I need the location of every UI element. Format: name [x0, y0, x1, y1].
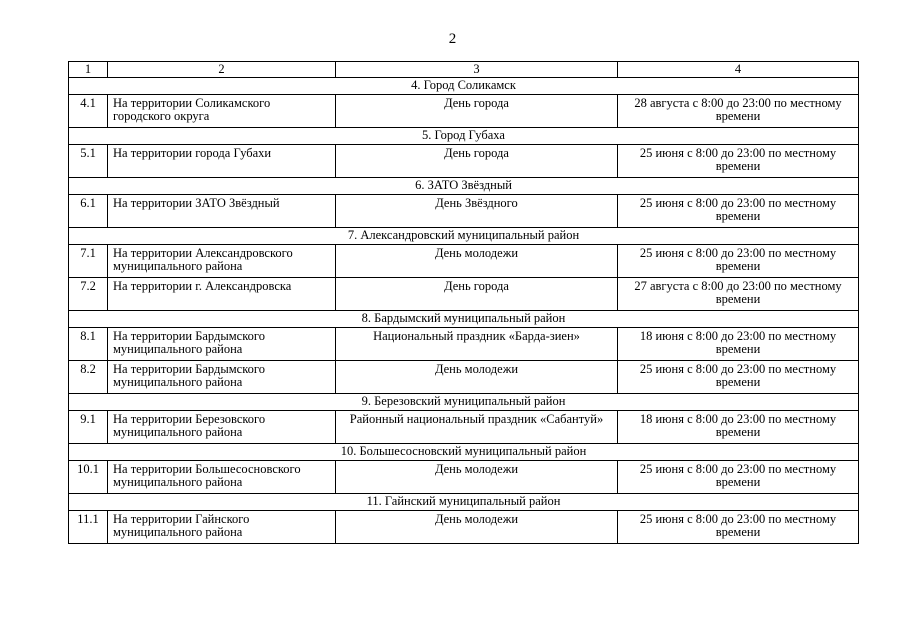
event-cell: День города [336, 145, 618, 178]
time-cell: 28 августа с 8:00 до 23:00 по местному времени [618, 95, 859, 128]
section-title: 4. Город Соликамск [69, 78, 859, 95]
territory-cell: На территории Березовского муниципального района [108, 411, 336, 444]
section-header-row [69, 228, 859, 245]
section-header-row [69, 494, 859, 511]
time-cell: 25 июня с 8:00 до 23:00 по местному времени [618, 461, 859, 494]
table-row [69, 461, 859, 494]
event-cell: День молодежи [336, 245, 618, 278]
event-cell: День Звёздного [336, 195, 618, 228]
table-row [69, 328, 859, 361]
table-row [69, 95, 859, 128]
event-cell: День молодежи [336, 461, 618, 494]
table-row [69, 145, 859, 178]
time-cell: 27 августа с 8:00 до 23:00 по местному времени [618, 278, 859, 311]
column-number-2: 2 [108, 62, 336, 78]
events-table [68, 61, 859, 544]
section-title: 5. Город Губаха [69, 128, 859, 145]
column-number-3: 3 [336, 62, 618, 78]
time-cell: 25 июня с 8:00 до 23:00 по местному времени [618, 245, 859, 278]
column-number-4: 4 [618, 62, 859, 78]
section-header-row [69, 178, 859, 195]
row-number: 10.1 [69, 461, 108, 494]
territory-cell: На территории Александровского муниципального района [108, 245, 336, 278]
event-cell: День города [336, 95, 618, 128]
territory-cell: На территории г. Александровска [108, 278, 336, 311]
section-header-row [69, 444, 859, 461]
row-number: 7.2 [69, 278, 108, 311]
row-number: 7.1 [69, 245, 108, 278]
section-title: 8. Бардымский муниципальный район [69, 311, 859, 328]
section-title: 7. Александровский муниципальный район [69, 228, 859, 245]
table-row [69, 245, 859, 278]
column-number-1: 1 [69, 62, 108, 78]
page-number: 2 [448, 31, 457, 47]
event-cell: День города [336, 278, 618, 311]
event-cell: Национальный праздник «Барда-зиен» [336, 328, 618, 361]
row-number: 9.1 [69, 411, 108, 444]
events-table-body [69, 62, 859, 544]
time-cell: 25 июня с 8:00 до 23:00 по местному времени [618, 195, 859, 228]
event-cell: День молодежи [336, 361, 618, 394]
territory-cell: На территории Соликамского городского округа [108, 95, 336, 128]
column-number-row [69, 62, 859, 78]
territory-cell: На территории Бардымского муниципального района [108, 361, 336, 394]
section-header-row [69, 311, 859, 328]
row-number: 11.1 [69, 511, 108, 544]
row-number: 8.1 [69, 328, 108, 361]
section-header-row [69, 128, 859, 145]
section-title: 11. Гайнский муниципальный район [69, 494, 859, 511]
territory-cell: На территории города Губахи [108, 145, 336, 178]
table-row [69, 411, 859, 444]
time-cell: 25 июня с 8:00 до 23:00 по местному времени [618, 145, 859, 178]
time-cell: 18 июня с 8:00 до 23:00 по местному времени [618, 328, 859, 361]
table-row [69, 195, 859, 228]
row-number: 5.1 [69, 145, 108, 178]
section-title: 6. ЗАТО Звёздный [69, 178, 859, 195]
territory-cell: На территории Гайнского муниципального района [108, 511, 336, 544]
section-title: 10. Большесосновский муниципальный район [69, 444, 859, 461]
time-cell: 18 июня с 8:00 до 23:00 по местному времени [618, 411, 859, 444]
section-header-row [69, 78, 859, 95]
table-row [69, 361, 859, 394]
territory-cell: На территории Большесосновского муниципального района [108, 461, 336, 494]
table-row [69, 511, 859, 544]
row-number: 4.1 [69, 95, 108, 128]
section-header-row [69, 394, 859, 411]
time-cell: 25 июня с 8:00 до 23:00 по местному времени [618, 511, 859, 544]
row-number: 6.1 [69, 195, 108, 228]
row-number: 8.2 [69, 361, 108, 394]
section-title: 9. Березовский муниципальный район [69, 394, 859, 411]
table-row [69, 278, 859, 311]
territory-cell: На территории Бардымского муниципального района [108, 328, 336, 361]
time-cell: 25 июня с 8:00 до 23:00 по местному времени [618, 361, 859, 394]
event-cell: Районный национальный праздник «Сабантуй» [336, 411, 618, 444]
territory-cell: На территории ЗАТО Звёздный [108, 195, 336, 228]
event-cell: День молодежи [336, 511, 618, 544]
